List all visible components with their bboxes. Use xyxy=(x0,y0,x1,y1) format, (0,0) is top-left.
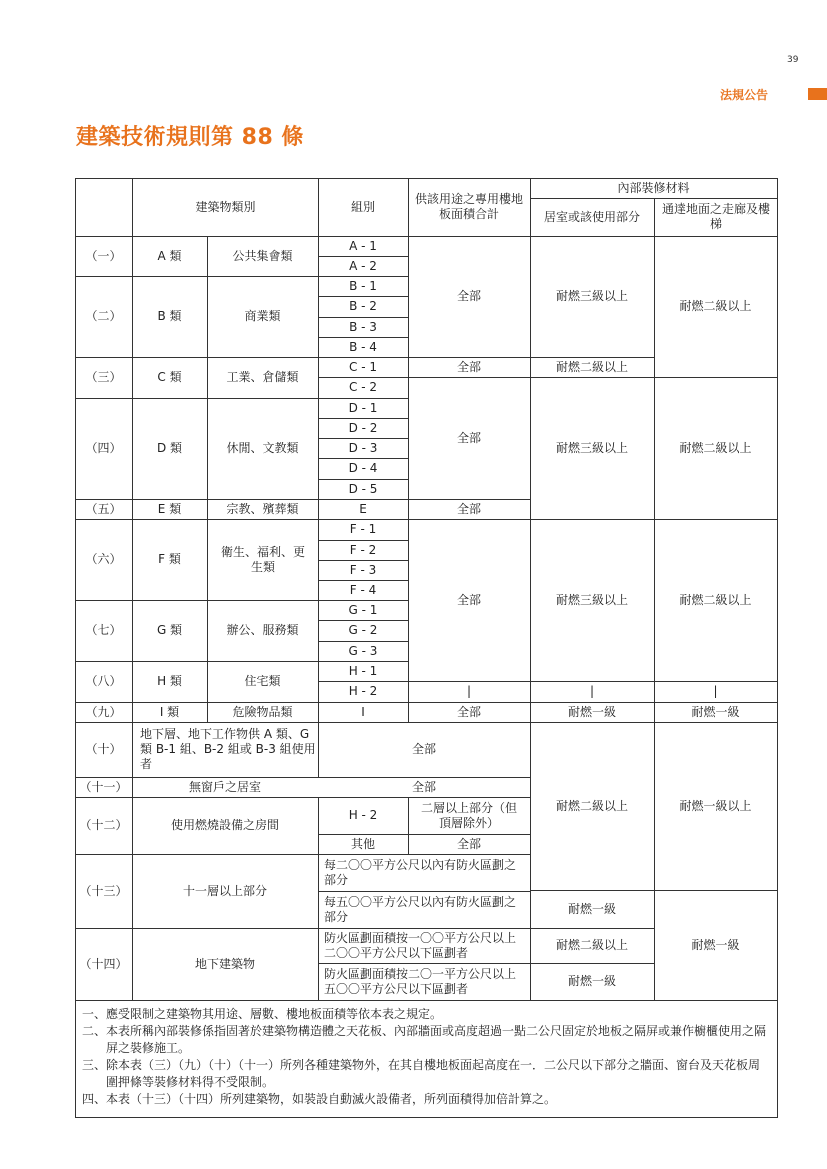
row-name: 工業、倉儲類 xyxy=(226,370,299,384)
row-name: 住宅類 xyxy=(244,674,281,688)
row-class: F 類 xyxy=(158,552,181,566)
group-cell: F - 3 xyxy=(349,562,377,577)
row-num: （十四） xyxy=(79,956,128,971)
note-text: 本表所稱內部裝修係指固著於建築物構造體之天花板、內部牆面或高度超過一點二公尺固定於地板之隔屏或兼作櫥櫃使用之隔屏之裝修施工。 xyxy=(106,1024,767,1055)
area-cell: 二層以上部分（但頂層除外） xyxy=(420,800,517,830)
row-num: （十二） xyxy=(79,818,128,832)
row-class: E 類 xyxy=(157,501,182,516)
area-cell: 全部 xyxy=(456,704,481,719)
corridor-cell: 耐燃二級以上 xyxy=(679,592,752,607)
note-item xyxy=(82,1006,772,1023)
note-item xyxy=(82,1057,772,1091)
area-cell: 每五〇〇平方公尺以內有防火區劃之部分 xyxy=(324,894,517,924)
row-name: 商業類 xyxy=(244,309,281,323)
area-cell: | xyxy=(466,684,472,698)
table-notes xyxy=(82,1006,772,1108)
page-number: 39 xyxy=(787,55,799,65)
header-corridor: 通達地面之走廊及樓梯 xyxy=(661,202,770,231)
group-cell: B - 1 xyxy=(349,278,377,293)
row-num: （一） xyxy=(85,248,122,263)
row-name: 危險物品類 xyxy=(232,704,293,719)
row-class: H 類 xyxy=(157,674,182,688)
group-cell: E xyxy=(359,501,367,516)
note-text: 應受限制之建築物其用途、層數、樓地板面積等依本表之規定。 xyxy=(106,1007,443,1021)
header-room: 居室或該使用部分 xyxy=(543,209,640,224)
row-num: （七） xyxy=(85,623,122,637)
corridor-cell: 耐燃二級以上 xyxy=(679,299,752,313)
room-cell: 耐燃三級以上 xyxy=(555,592,628,607)
group-cell: A - 1 xyxy=(349,238,377,253)
group-cell: C - 1 xyxy=(349,359,377,374)
area-cell: 防火區劃面積按二〇一平方公尺以上五〇〇平方公尺以下區劃者 xyxy=(324,966,517,996)
group-cell: F - 1 xyxy=(349,522,377,536)
area-cell: 全部 xyxy=(456,592,481,607)
note-item xyxy=(82,1091,772,1108)
group-cell: G - 1 xyxy=(348,602,378,617)
group-cell: A - 2 xyxy=(349,258,377,273)
group-cell: F - 2 xyxy=(349,542,377,557)
header-group: 組別 xyxy=(350,199,375,214)
row-num: （九） xyxy=(85,704,122,719)
group-cell: B - 3 xyxy=(349,319,377,334)
group-cell: 其他 xyxy=(350,836,375,851)
header-category: 建築物類別 xyxy=(195,199,256,214)
room-cell: 耐燃一級 xyxy=(567,901,616,916)
row-class: I 類 xyxy=(159,704,180,719)
area-cell: 全部 xyxy=(456,430,481,445)
row-num: （三） xyxy=(85,370,122,384)
group-cell: G - 2 xyxy=(348,623,378,637)
group-cell: I xyxy=(361,704,365,719)
group-cell: D - 2 xyxy=(348,420,378,435)
note-index: 一、 xyxy=(82,1007,107,1021)
row-name: 休閒、文教類 xyxy=(226,441,299,455)
area-cell: 防火區劃面積按一〇〇平方公尺以上二〇〇平方公尺以下區劃者 xyxy=(324,930,517,960)
row-num: （六） xyxy=(85,552,122,566)
room-cell: 耐燃二級以上 xyxy=(555,938,628,952)
header-interior: 內部裝修材料 xyxy=(617,180,690,195)
note-text: 除本表（三）（九）（十）（十一）所列各種建築物外，在其自樓地板面起高度在一．二公尺以下部分之牆面、窗台及天花板周圍押條等裝修材料得不受限制。 xyxy=(106,1058,761,1089)
section-label: 法規公告 xyxy=(720,88,769,102)
group-cell: C - 2 xyxy=(349,380,377,394)
group-cell: D - 3 xyxy=(348,440,378,455)
row-name: 使用燃燒設備之房間 xyxy=(170,818,279,832)
group-cell: D - 1 xyxy=(348,400,378,415)
note-index: 三、 xyxy=(82,1058,107,1072)
row-name: 無窗戶之居室 xyxy=(188,779,261,794)
row-num: （二） xyxy=(85,309,122,323)
room-cell: 耐燃一級 xyxy=(567,704,616,719)
room-cell: 耐燃二級以上 xyxy=(555,359,628,374)
row-class: A 類 xyxy=(157,248,182,263)
row-name: 十一層以上部分 xyxy=(182,883,267,898)
group-cell: H - 2 xyxy=(348,808,378,822)
room-cell: 耐燃三級以上 xyxy=(555,289,628,303)
corridor-cell: 耐燃二級以上 xyxy=(679,440,752,455)
row-class: G 類 xyxy=(156,623,183,637)
group-cell: B - 4 xyxy=(349,339,377,354)
area-cell: 每二〇〇平方公尺以內有防火區劃之部分 xyxy=(324,858,517,887)
note-index: 二、 xyxy=(82,1024,107,1038)
area-cell: 全部 xyxy=(456,289,481,303)
room-cell: 耐燃二級以上 xyxy=(555,798,628,813)
area-cell: 全部 xyxy=(411,779,436,794)
group-cell: F - 4 xyxy=(349,582,377,597)
note-item xyxy=(82,1023,772,1057)
area-cell: 全部 xyxy=(456,501,481,516)
room-cell: 耐燃三級以上 xyxy=(555,440,628,455)
page-title: 建築技術規則第 88 條 xyxy=(76,125,304,150)
row-class: C 類 xyxy=(157,370,182,384)
row-num: （十三） xyxy=(79,883,128,898)
group-cell: D - 4 xyxy=(348,461,378,475)
row-num: （八） xyxy=(85,674,122,688)
note-text: 本表（十三）（十四）所列建築物，如裝設自動滅火設備者，所列面積得加倍計算之。 xyxy=(106,1092,557,1106)
row-num: （十一） xyxy=(79,779,128,794)
corridor-cell: 耐燃一級 xyxy=(691,937,740,952)
row-name: 公共集會類 xyxy=(232,248,293,263)
group-cell: H - 2 xyxy=(348,684,378,698)
group-cell: B - 2 xyxy=(349,299,377,313)
room-cell: 耐燃一級 xyxy=(567,974,616,988)
room-cell: | xyxy=(589,684,595,698)
group-cell: H - 1 xyxy=(348,663,378,678)
row-num: （五） xyxy=(85,501,122,516)
note-index: 四、 xyxy=(82,1092,107,1106)
row-name: 地下建築物 xyxy=(194,956,255,971)
row-name: 衛生、福利、更生類 xyxy=(220,544,305,574)
corridor-cell: 耐燃一級 xyxy=(691,704,740,719)
header-floor-area: 供該用途之專用樓地板面積合計 xyxy=(414,192,523,221)
row-num: （四） xyxy=(85,441,122,455)
row-class: B 類 xyxy=(157,309,182,323)
row-name: 宗教、殯葬類 xyxy=(226,501,299,516)
area-cell: 全部 xyxy=(411,742,436,756)
corridor-cell: | xyxy=(713,684,718,698)
corridor-cell: 耐燃一級以上 xyxy=(679,798,752,813)
row-num: （十） xyxy=(85,742,122,756)
row-name: 地下層、地下工作物供 A 類、G 類 B-1 組、B-2 組或 B-3 組使用者 xyxy=(140,727,316,771)
group-cell: G - 3 xyxy=(348,643,378,658)
row-class: D 類 xyxy=(156,441,183,455)
group-cell: D - 5 xyxy=(348,481,378,496)
row-name: 辦公、服務類 xyxy=(226,623,299,637)
area-cell: 全部 xyxy=(456,836,481,851)
area-cell: 全部 xyxy=(456,359,481,374)
